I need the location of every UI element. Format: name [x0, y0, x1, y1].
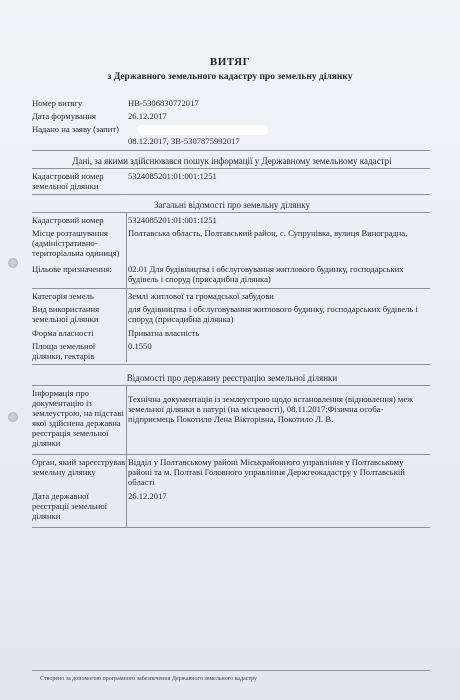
divider	[32, 527, 430, 528]
registration-doc-label: Інформація про документацію із землеустрою, на підставі якої здійснена державна реєстрація земельної ділянки	[32, 388, 124, 448]
column-divider	[126, 385, 127, 527]
date-label: Дата формування	[32, 111, 96, 121]
general-cadastral-label: Кадастровий номер	[32, 215, 104, 225]
registration-date-value: 26.12.2017	[128, 491, 167, 501]
search-cadastral-label: Кадастровий номер земельної ділянки	[32, 171, 104, 191]
redaction-box	[138, 125, 268, 135]
divider	[32, 168, 430, 169]
redaction	[134, 124, 434, 135]
column-divider	[126, 212, 127, 362]
registration-section-title: Відомості про державну реєстрацію земельної ділянки	[126, 373, 338, 383]
area-label: Площа земельної ділянки, гектарів	[32, 341, 96, 361]
divider	[32, 385, 430, 386]
footer-note: Створено за допомогою програмного забезпечення Державного земельного кадастру	[40, 676, 258, 682]
registration-date-label: Дата державної реєстрації земельної ділянки	[32, 491, 108, 521]
request-label: Надано на заяву (запит)	[32, 124, 119, 134]
registration-authority-label: Орган, який зареєстрував земельну ділянку	[32, 457, 126, 477]
divider	[32, 288, 430, 289]
ownership-value: Приватна власність	[128, 328, 200, 338]
divider	[32, 364, 430, 365]
divider	[32, 194, 430, 195]
category-label: Категорія земель	[32, 291, 94, 301]
area-value: 0.1550	[128, 341, 152, 351]
search-cadastral-value: 5324085201:01:001:1251	[128, 171, 217, 181]
document-title: ВИТЯГ	[209, 56, 251, 68]
registration-doc-value: Технічна документація із землеустрою щодо встановлення (відновлення) меж земельної ділянки в натурі (на місцевості), 08.11.2017;Фізична особа-підприємець Покотило Лена Вікторівна, Покотило Л. В.	[128, 394, 414, 424]
general-section-title: Загальні відомості про земельну ділянку	[154, 200, 310, 210]
use-label: Вид використання земельної ділянки	[32, 304, 100, 324]
use-value: для будівництва і обслуговування житлового будинку, господарських будівель і споруд (присадибна ділянка)	[128, 304, 418, 324]
general-cadastral-value: 5324085201:01:001:1251	[128, 215, 217, 225]
divider	[32, 454, 430, 455]
extract-number-value: НВ-5306830772017	[128, 98, 199, 108]
location-value: Полтавська область, Полтавський район, с. Супрунівка, вулиця Винограднa,	[128, 228, 408, 238]
purpose-label: Цільове призначення:	[32, 264, 112, 274]
document-subtitle: з Державного земельного кадастру про земельну ділянку	[107, 72, 353, 82]
punch-hole	[8, 412, 18, 422]
punch-hole	[8, 258, 18, 268]
registration-authority-value: Відділ у Полтавському районі Міськрайонного управління у Полтавському районі та м. Полтаві Головного управління Держгеокадастру у Полтавській області	[128, 457, 405, 487]
divider	[32, 150, 430, 151]
footer-divider	[32, 670, 430, 671]
purpose-value: 02.01 Для будівництва і обслуговування житлового будинку, господарських будівель і споруд (присадибна ділянка)	[128, 264, 404, 284]
date-value: 26.12.2017	[128, 111, 167, 121]
location-label: Місце розташування (адміністративно-територіальна одиниця)	[32, 228, 120, 258]
divider	[32, 212, 430, 213]
extract-number-label: Номер витягу	[32, 98, 83, 108]
category-value: Землі житлової та громадської забудови	[128, 291, 274, 301]
request-value: 08.12.2017, ЗВ-5307875992017	[128, 136, 240, 146]
search-section-title: Дані, за якими здійснювався пошук інформації у Державному земельному кадастрі	[72, 156, 392, 166]
ownership-label: Форма власності	[32, 328, 94, 338]
